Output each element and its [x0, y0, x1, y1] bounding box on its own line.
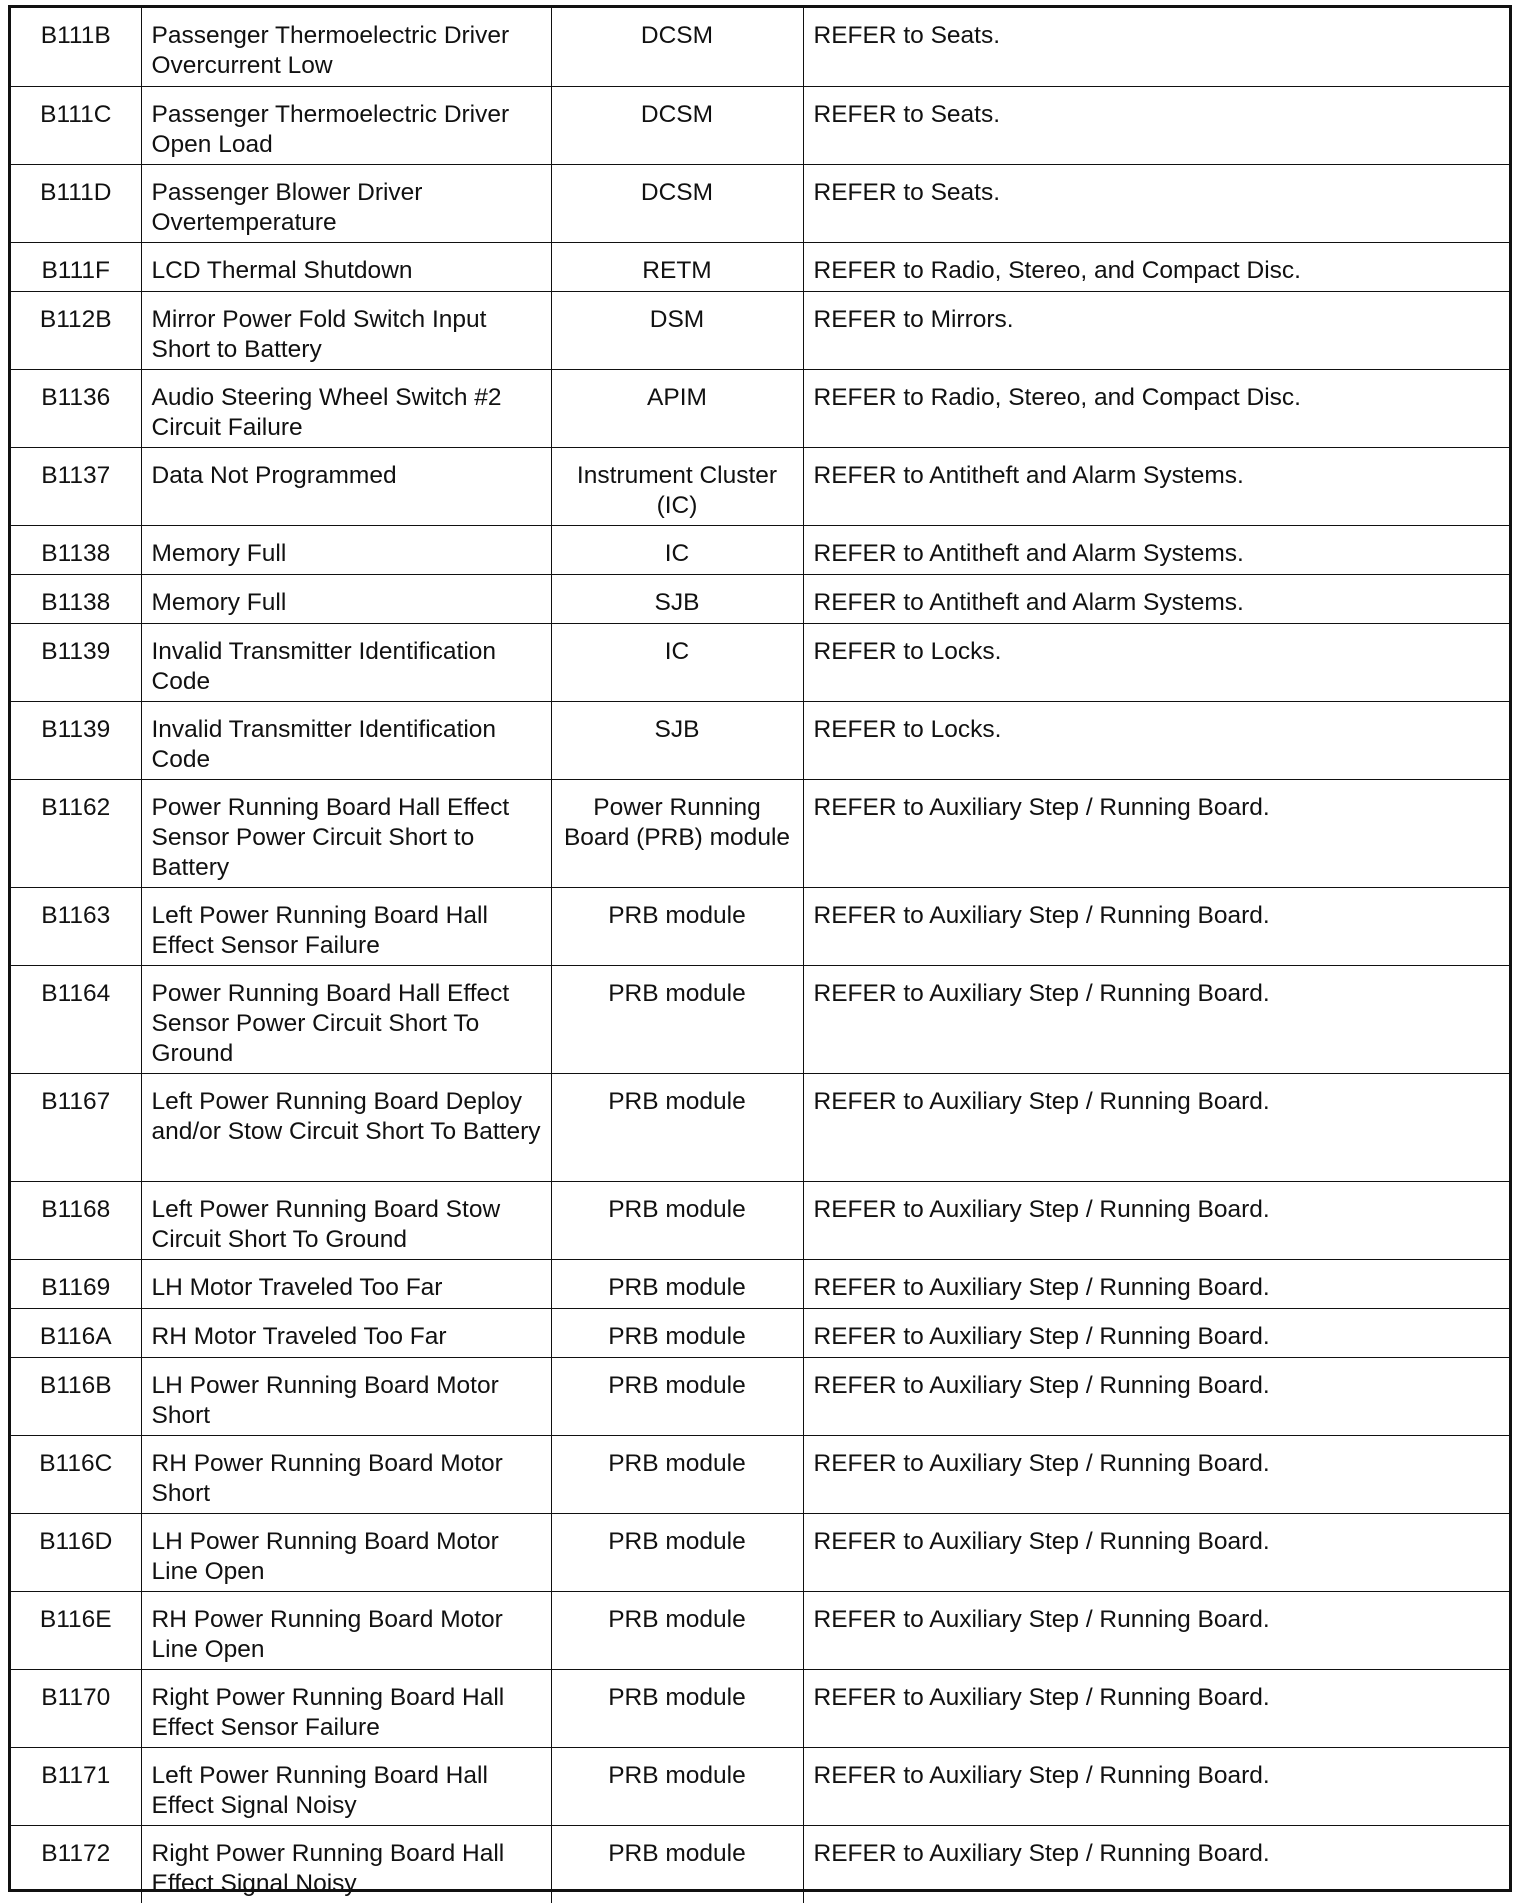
table-row	[11, 965, 1509, 1073]
dtc-code: B116C	[11, 1435, 141, 1513]
dtc-action: REFER to Seats.	[803, 86, 1509, 164]
table-row	[11, 242, 1509, 291]
dtc-module: SJB	[551, 701, 803, 779]
dtc-code: B116A	[11, 1308, 141, 1357]
dtc-description: Memory Full	[141, 574, 551, 623]
dtc-action: REFER to Mirrors.	[803, 291, 1509, 369]
dtc-action: REFER to Radio, Stereo, and Compact Disc.	[803, 242, 1509, 291]
dtc-module: PRB module	[551, 965, 803, 1073]
table-row	[11, 291, 1509, 369]
dtc-description: Left Power Running Board Hall Effect Sensor Failure	[141, 887, 551, 965]
dtc-table-container	[8, 5, 1512, 1897]
dtc-action: REFER to Auxiliary Step / Running Board.	[803, 887, 1509, 965]
dtc-description: LH Power Running Board Motor Short	[141, 1357, 551, 1435]
table-row	[11, 1259, 1509, 1308]
table-row	[11, 1669, 1509, 1747]
dtc-description: Left Power Running Board Hall Effect Signal Noisy	[141, 1747, 551, 1825]
dtc-description: LCD Thermal Shutdown	[141, 242, 551, 291]
dtc-module: SJB	[551, 574, 803, 623]
dtc-code: B1169	[11, 1259, 141, 1308]
dtc-action: REFER to Auxiliary Step / Running Board.	[803, 1747, 1509, 1825]
table-row	[11, 8, 1509, 86]
table-row	[11, 369, 1509, 447]
dtc-code: B111F	[11, 242, 141, 291]
table-row	[11, 525, 1509, 574]
dtc-module: IC	[551, 525, 803, 574]
dtc-module: RETM	[551, 242, 803, 291]
dtc-module: APIM	[551, 369, 803, 447]
dtc-code: B116E	[11, 1591, 141, 1669]
dtc-description: Data Not Programmed	[141, 447, 551, 525]
dtc-action: REFER to Antitheft and Alarm Systems.	[803, 447, 1509, 525]
dtc-module: PRB module	[551, 1591, 803, 1669]
table-row	[11, 779, 1509, 887]
dtc-description: LH Power Running Board Motor Line Open	[141, 1513, 551, 1591]
dtc-code: B116B	[11, 1357, 141, 1435]
dtc-description: RH Motor Traveled Too Far	[141, 1308, 551, 1357]
dtc-module: PRB module	[551, 1073, 803, 1181]
dtc-module: PRB module	[551, 1181, 803, 1259]
dtc-module: PRB module	[551, 1259, 803, 1308]
dtc-action: REFER to Auxiliary Step / Running Board.	[803, 1357, 1509, 1435]
table-row	[11, 1825, 1509, 1903]
table-row	[11, 701, 1509, 779]
table-row	[11, 164, 1509, 242]
dtc-module: PRB module	[551, 1825, 803, 1903]
dtc-description: Invalid Transmitter Identification Code	[141, 701, 551, 779]
dtc-action: REFER to Locks.	[803, 623, 1509, 701]
dtc-action: REFER to Auxiliary Step / Running Board.	[803, 1825, 1509, 1903]
dtc-module: PRB module	[551, 1308, 803, 1357]
table-row	[11, 1357, 1509, 1435]
dtc-description: Power Running Board Hall Effect Sensor Power Circuit Short to Battery	[141, 779, 551, 887]
table-row	[11, 887, 1509, 965]
dtc-action: REFER to Auxiliary Step / Running Board.	[803, 1308, 1509, 1357]
table-row	[11, 1181, 1509, 1259]
dtc-description: Right Power Running Board Hall Effect Sensor Failure	[141, 1669, 551, 1747]
dtc-code: B1139	[11, 701, 141, 779]
dtc-code: B1171	[11, 1747, 141, 1825]
dtc-code: B1163	[11, 887, 141, 965]
dtc-code: B1138	[11, 525, 141, 574]
dtc-module: PRB module	[551, 1357, 803, 1435]
dtc-code: B116D	[11, 1513, 141, 1591]
dtc-code: B1172	[11, 1825, 141, 1903]
dtc-action: REFER to Auxiliary Step / Running Board.	[803, 1259, 1509, 1308]
dtc-module: Instrument Cluster (IC)	[551, 447, 803, 525]
dtc-description: Passenger Blower Driver Overtemperature	[141, 164, 551, 242]
dtc-action: REFER to Locks.	[803, 701, 1509, 779]
dtc-description: Mirror Power Fold Switch Input Short to Battery	[141, 291, 551, 369]
dtc-code: B111D	[11, 164, 141, 242]
dtc-description: Invalid Transmitter Identification Code	[141, 623, 551, 701]
dtc-description: Left Power Running Board Stow Circuit Short To Ground	[141, 1181, 551, 1259]
dtc-action: REFER to Auxiliary Step / Running Board.	[803, 779, 1509, 887]
dtc-action: REFER to Antitheft and Alarm Systems.	[803, 574, 1509, 623]
dtc-action: REFER to Auxiliary Step / Running Board.	[803, 1669, 1509, 1747]
dtc-code: B1139	[11, 623, 141, 701]
dtc-description: RH Power Running Board Motor Line Open	[141, 1591, 551, 1669]
dtc-action: REFER to Radio, Stereo, and Compact Disc.	[803, 369, 1509, 447]
dtc-action: REFER to Auxiliary Step / Running Board.	[803, 1181, 1509, 1259]
table-row	[11, 1591, 1509, 1669]
dtc-description: Power Running Board Hall Effect Sensor Power Circuit Short To Ground	[141, 965, 551, 1073]
dtc-code: B1136	[11, 369, 141, 447]
table-row	[11, 1513, 1509, 1591]
dtc-module: Power Running Board (PRB) module	[551, 779, 803, 887]
dtc-code: B111B	[11, 8, 141, 86]
dtc-code: B111C	[11, 86, 141, 164]
dtc-module: PRB module	[551, 1513, 803, 1591]
dtc-action: REFER to Auxiliary Step / Running Board.	[803, 1435, 1509, 1513]
dtc-module: DCSM	[551, 86, 803, 164]
dtc-action: REFER to Auxiliary Step / Running Board.	[803, 1591, 1509, 1669]
dtc-description: Left Power Running Board Deploy and/or Stow Circuit Short To Battery	[141, 1073, 551, 1181]
dtc-code: B1164	[11, 965, 141, 1073]
dtc-code: B1162	[11, 779, 141, 887]
dtc-code: B1137	[11, 447, 141, 525]
dtc-action: REFER to Auxiliary Step / Running Board.	[803, 965, 1509, 1073]
dtc-description: Passenger Thermoelectric Driver Open Load	[141, 86, 551, 164]
table-row	[11, 1073, 1509, 1181]
dtc-description: RH Power Running Board Motor Short	[141, 1435, 551, 1513]
dtc-table	[11, 8, 1509, 1903]
dtc-action: REFER to Antitheft and Alarm Systems.	[803, 525, 1509, 574]
dtc-description: Right Power Running Board Hall Effect Signal Noisy	[141, 1825, 551, 1903]
table-row	[11, 86, 1509, 164]
dtc-module: PRB module	[551, 1747, 803, 1825]
dtc-module: DCSM	[551, 164, 803, 242]
dtc-module: DCSM	[551, 8, 803, 86]
dtc-action: REFER to Auxiliary Step / Running Board.	[803, 1073, 1509, 1181]
table-row	[11, 623, 1509, 701]
dtc-code: B112B	[11, 291, 141, 369]
dtc-code: B1168	[11, 1181, 141, 1259]
dtc-description: LH Motor Traveled Too Far	[141, 1259, 551, 1308]
table-row	[11, 1747, 1509, 1825]
dtc-module: DSM	[551, 291, 803, 369]
dtc-module: PRB module	[551, 887, 803, 965]
dtc-description: Passenger Thermoelectric Driver Overcurrent Low	[141, 8, 551, 86]
dtc-module: PRB module	[551, 1669, 803, 1747]
dtc-code: B1170	[11, 1669, 141, 1747]
table-row	[11, 447, 1509, 525]
dtc-description: Memory Full	[141, 525, 551, 574]
dtc-code: B1167	[11, 1073, 141, 1181]
dtc-action: REFER to Seats.	[803, 164, 1509, 242]
dtc-module: IC	[551, 623, 803, 701]
table-row	[11, 1308, 1509, 1357]
dtc-description: Audio Steering Wheel Switch #2 Circuit Failure	[141, 369, 551, 447]
dtc-code: B1138	[11, 574, 141, 623]
dtc-action: REFER to Seats.	[803, 8, 1509, 86]
table-row	[11, 574, 1509, 623]
dtc-module: PRB module	[551, 1435, 803, 1513]
dtc-action: REFER to Auxiliary Step / Running Board.	[803, 1513, 1509, 1591]
table-row	[11, 1435, 1509, 1513]
